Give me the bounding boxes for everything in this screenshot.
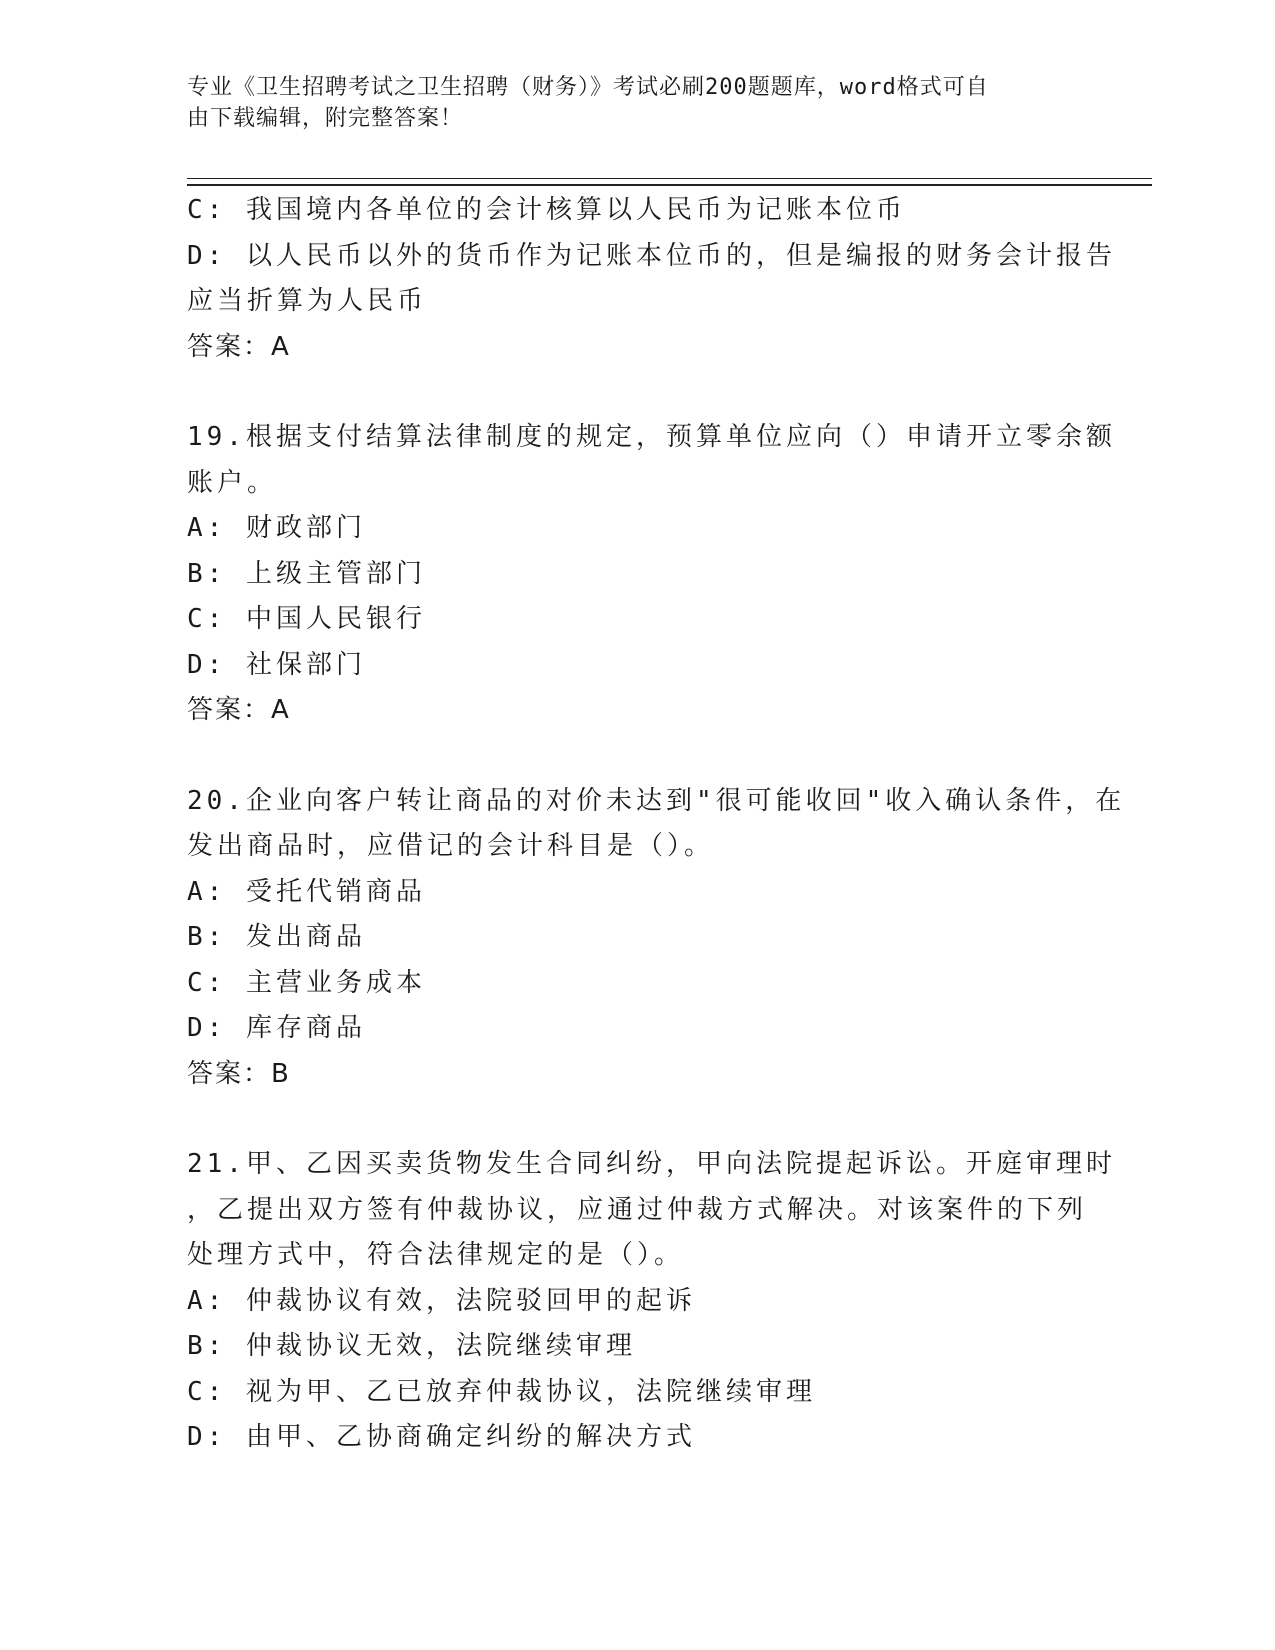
option-d: D: 由甲、乙协商确定纠纷的解决方式	[187, 1422, 696, 1452]
option-c: C: 中国人民银行	[187, 604, 426, 634]
option-b: B: 上级主管部门	[187, 558, 426, 589]
document-body	[187, 188, 1126, 1461]
question-stem-line: ，乙提出双方签有仲裁协议，应通过仲裁方式解决。对该案件的下列	[187, 1194, 1088, 1225]
question-stem-line: 20.企业向客户转让商品的对价未达到"很可能收回"收入确认条件，在	[187, 785, 1126, 816]
question-stem-line: 21.甲、乙因买卖货物发生合同纠纷，甲向法院提起诉讼。开庭审理时	[187, 1149, 1116, 1179]
question-20	[187, 779, 1126, 1098]
question-spacer	[187, 370, 1087, 415]
option-d: D: 库存商品	[187, 1013, 366, 1043]
header-divider	[187, 178, 1152, 186]
option-c: C: 我国境内各单位的会计核算以人民币为记账本位币	[187, 195, 906, 225]
answer-line: 答案：B	[187, 1058, 291, 1089]
answer-line: 答案：A	[187, 695, 291, 725]
question-stem-line: 发出商品时，应借记的会计科目是（）。	[187, 831, 715, 861]
header-line-2: 由下载编辑，附完整答案！	[187, 106, 464, 131]
option-b: B: 发出商品	[187, 922, 366, 952]
option-d: D: 社保部门	[187, 649, 366, 680]
option-c: C: 主营业务成本	[187, 967, 426, 998]
document-header	[187, 72, 1067, 134]
option-a: A: 财政部门	[187, 513, 366, 543]
question-stem-line: 19.根据支付结算法律制度的规定，预算单位应向（）申请开立零余额	[187, 422, 1116, 452]
option-a: A: 仲裁协议有效，法院驳回甲的起诉	[187, 1285, 696, 1316]
question-stem-line: 账户。	[187, 467, 278, 498]
option-c: C: 视为甲、乙已放弃仲裁协议，法院继续审理	[187, 1376, 816, 1407]
question-spacer	[187, 1097, 1087, 1142]
option-b: B: 仲裁协议无效，法院继续审理	[187, 1331, 636, 1361]
option-a: A: 受托代销商品	[187, 876, 426, 907]
question-spacer	[187, 734, 1087, 779]
prev-question-block	[187, 188, 1116, 370]
answer-line: 答案：A	[187, 331, 291, 362]
option-d: D: 以人民币以外的货币作为记账本位币的，但是编报的财务会计报告	[187, 240, 1116, 271]
option-d-continued: 应当折算为人民币	[187, 286, 428, 316]
header-line-1: 专业《卫生招聘考试之卫生招聘（财务）》考试必刷200题题库，word格式可自	[187, 75, 989, 100]
question-21	[187, 1142, 1116, 1461]
question-stem-line: 处理方式中，符合法律规定的是（）。	[187, 1240, 685, 1270]
question-19	[187, 415, 1116, 734]
